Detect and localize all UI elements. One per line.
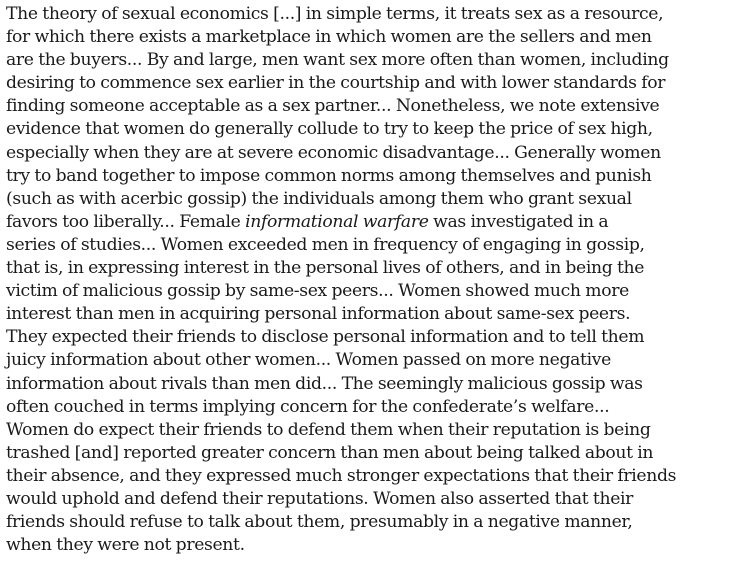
text-line (6, 349, 732, 372)
text-span: (such as with acerbic gossip) the individuals among them who grant sexual (6, 188, 632, 209)
text-line (6, 118, 732, 141)
italic-phrase: informational warfare (245, 211, 429, 232)
text-line (6, 257, 732, 280)
text-span: especially when they are at severe economic disadvantage... Generally women (6, 142, 661, 163)
text-span: friends should refuse to talk about them, presumably in a negative manner, (6, 512, 633, 533)
text-span: interest than men in acquiring personal information about same-sex peers. (6, 304, 631, 325)
text-span: series of studies... Women exceeded men in frequency of engaging in gossip, (6, 234, 645, 255)
text-span: victim of malicious gossip by same-sex peers... Women showed much more (6, 281, 629, 302)
text-line (6, 534, 732, 557)
text-span: was investigated in a (428, 211, 609, 232)
text-span: Women do expect their friends to defend them when their reputation is being (6, 419, 651, 440)
text-line (6, 396, 732, 419)
text-line (6, 373, 732, 396)
text-span: They expected their friends to disclose personal information and to tell them (6, 327, 645, 348)
text-span: their absence, and they expressed much stronger expectations that their friends (6, 465, 677, 486)
text-line (6, 234, 732, 257)
text-span: favors too liberally... Female (6, 211, 246, 232)
text-span: trashed [and] reported greater concern than men about being talked about in (6, 442, 654, 463)
text-line (6, 465, 732, 488)
text-line (6, 26, 732, 49)
text-span: finding someone acceptable as a sex partner... Nonetheless, we note extensive (6, 96, 660, 117)
text-line (6, 326, 732, 349)
text-line (6, 442, 732, 465)
text-line (6, 280, 732, 303)
text-line (6, 303, 732, 326)
text-line (6, 419, 732, 442)
text-line (6, 142, 732, 165)
text-line (6, 49, 732, 72)
text-line (6, 3, 732, 26)
text-line (6, 511, 732, 534)
text-span: often couched in terms implying concern for the confederate’s welfare... (6, 396, 610, 417)
text-line (6, 211, 732, 234)
text-span: information about rivals than men did... The seemingly malicious gossip was (6, 373, 643, 394)
text-span: desiring to commence sex earlier in the courtship and with lower standards for (6, 73, 666, 94)
text-span: juicy information about other women... Women passed on more negative (6, 350, 611, 371)
text-line (6, 188, 732, 211)
text-span: when they were not present. (6, 535, 245, 556)
text-line (6, 165, 732, 188)
text-span: are the buyers... By and large, men want sex more often than women, including (6, 50, 669, 71)
text-line (6, 488, 732, 511)
text-line (6, 72, 732, 95)
text-span: The theory of sexual economics [...] in simple terms, it treats sex as a resource, (6, 4, 664, 24)
text-span: for which there exists a marketplace in which women are the sellers and men (6, 27, 652, 48)
text-span: would uphold and defend their reputations. Women also asserted that their (6, 488, 634, 509)
quote-text-block (6, 3, 732, 557)
text-span: try to band together to impose common norms among themselves and punish (6, 165, 652, 186)
text-span: that is, in expressing interest in the personal lives of others, and in being the (6, 258, 645, 279)
text-span: evidence that women do generally collude to try to keep the price of sex high, (6, 119, 653, 140)
text-line (6, 95, 732, 118)
